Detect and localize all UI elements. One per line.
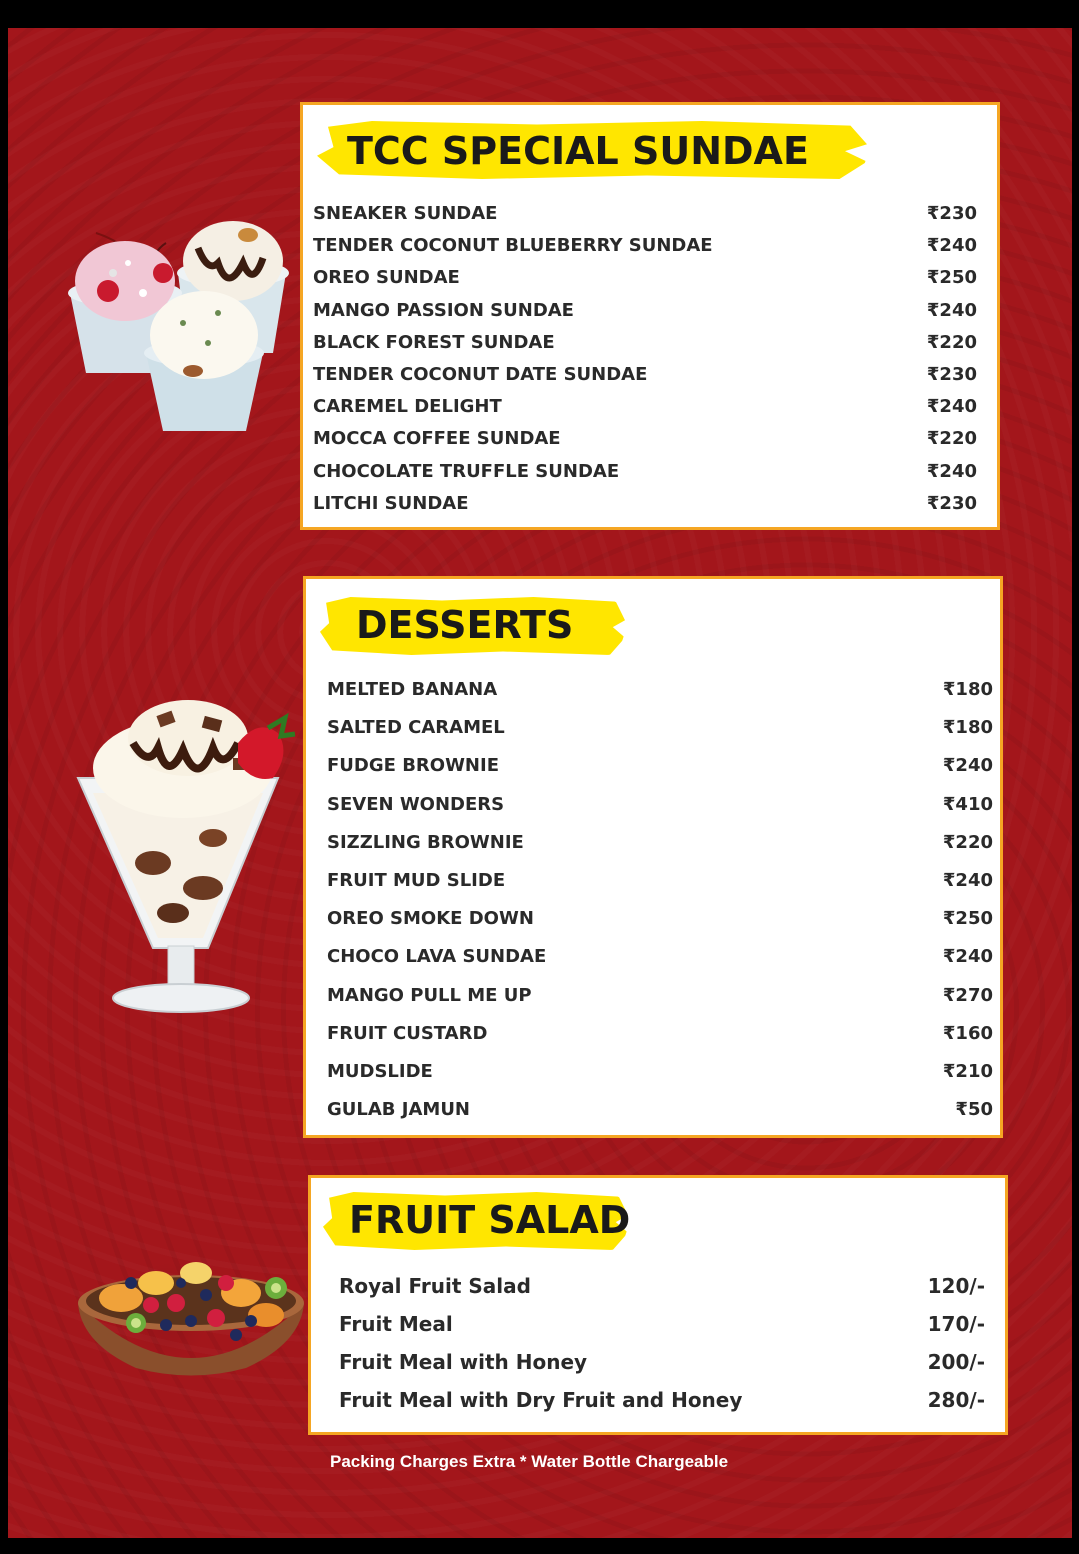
menu-item-price: ₹180 [942,717,993,739]
menu-item-name: OREO SMOKE DOWN [327,908,534,930]
menu-item-row [313,428,977,449]
menu-item-row [327,755,993,776]
menu-item-name: Fruit Meal [339,1312,453,1336]
fruit-salad-bowl-image [76,1243,306,1383]
menu-item-name: Fruit Meal with Dry Fruit and Honey [339,1388,743,1412]
menu-item-name: FRUIT MUD SLIDE [327,870,506,891]
salad-menu-card [308,1175,1008,1435]
menu-item-row [313,332,977,353]
menu-item-name: MOCCA COFFEE SUNDAE [313,428,561,450]
menu-item-name: Fruit Meal with Honey [339,1350,588,1374]
sundae-section-title: TCC SPECIAL SUNDAE [347,129,809,173]
menu-item-name: CHOCO LAVA SUNDAE [327,946,547,968]
menu-item-name: FUDGE BROWNIE [327,755,499,777]
menu-item-row [327,946,993,967]
menu-item-price: ₹240 [942,870,993,891]
menu-item-name: MUDSLIDE [327,1061,433,1082]
menu-item-row [313,364,977,385]
menu-item-row [327,1061,993,1082]
menu-item-price: ₹240 [926,396,977,418]
menu-item-name: TENDER COCONUT BLUEBERRY SUNDAE [313,235,713,257]
menu-item-row [327,679,993,700]
menu-item-price: ₹230 [926,492,977,514]
menu-item-price: ₹230 [926,364,977,385]
menu-item-price: ₹410 [942,793,993,815]
menu-item-price: 120/- [927,1274,985,1298]
menu-item-price: ₹220 [926,428,977,450]
menu-item-name: MANGO PULL ME UP [327,984,532,1006]
menu-item-name: OREO SUNDAE [313,267,460,289]
menu-item-price: ₹240 [926,299,977,321]
menu-item-name: SNEAKER SUNDAE [313,203,498,224]
menu-item-name: CAREMEL DELIGHT [313,396,502,418]
menu-item-price: ₹240 [942,946,993,968]
menu-item-price: 280/- [927,1388,985,1412]
menu-item-name: TENDER COCONUT DATE SUNDAE [313,364,648,385]
menu-item-row [327,985,993,1006]
menu-item-row [327,908,993,929]
menu-item-price: ₹210 [942,1061,993,1082]
menu-item-row [339,1388,985,1412]
menu-item-name: SIZZLING BROWNIE [327,831,524,853]
footer-note: Packing Charges Extra * Water Bottle Chargeable [330,1452,729,1471]
menu-item-price: ₹230 [926,203,977,224]
sundae-glass-image [73,688,303,1028]
desserts-section-title: DESSERTS [356,603,574,647]
menu-item-name: CHOCOLATE TRUFFLE SUNDAE [313,460,620,482]
menu-page [8,28,1072,1538]
menu-item-row [339,1350,985,1374]
menu-item-row [339,1274,985,1298]
menu-item-row [327,717,993,738]
menu-item-price: 200/- [927,1350,985,1374]
menu-item-price: ₹270 [942,984,993,1006]
menu-item-row [327,870,993,891]
menu-item-row [313,493,977,514]
menu-item-row [327,832,993,853]
menu-item-name: Royal Fruit Salad [339,1274,531,1298]
menu-item-price: ₹160 [942,1022,993,1044]
menu-item-price: ₹180 [942,679,993,700]
menu-item-row [327,794,993,815]
sundae-menu-card [300,102,1000,530]
menu-item-price: ₹240 [926,460,977,482]
menu-item-price: ₹50 [955,1099,993,1121]
menu-item-row [339,1312,985,1336]
menu-item-name: BLACK FOREST SUNDAE [313,331,555,353]
menu-item-price: ₹250 [942,908,993,930]
menu-item-price: ₹250 [926,267,977,289]
menu-item-name: MANGO PASSION SUNDAE [313,299,574,321]
menu-item-row [313,203,977,224]
menu-item-name: MELTED BANANA [327,679,498,700]
menu-item-price: ₹220 [942,831,993,853]
menu-item-row [313,300,977,321]
menu-item-price: 170/- [927,1312,985,1336]
ice-cream-cups-image [58,203,298,443]
menu-item-price: ₹220 [926,331,977,353]
menu-item-price: ₹240 [926,235,977,257]
menu-item-row [313,396,977,417]
menu-item-name: SALTED CARAMEL [327,717,505,739]
menu-item-row [313,267,977,288]
menu-item-row [327,1099,993,1120]
menu-item-name: SEVEN WONDERS [327,793,505,815]
menu-item-name: FRUIT CUSTARD [327,1022,488,1044]
salad-section-title: FRUIT SALAD [349,1198,631,1242]
menu-item-name: LITCHI SUNDAE [313,492,469,514]
menu-item-row [313,461,977,482]
menu-item-price: ₹240 [942,755,993,777]
menu-item-name: GULAB JAMUN [327,1099,470,1121]
desserts-menu-card [303,576,1003,1138]
menu-item-row [313,235,977,256]
menu-item-row [327,1023,993,1044]
